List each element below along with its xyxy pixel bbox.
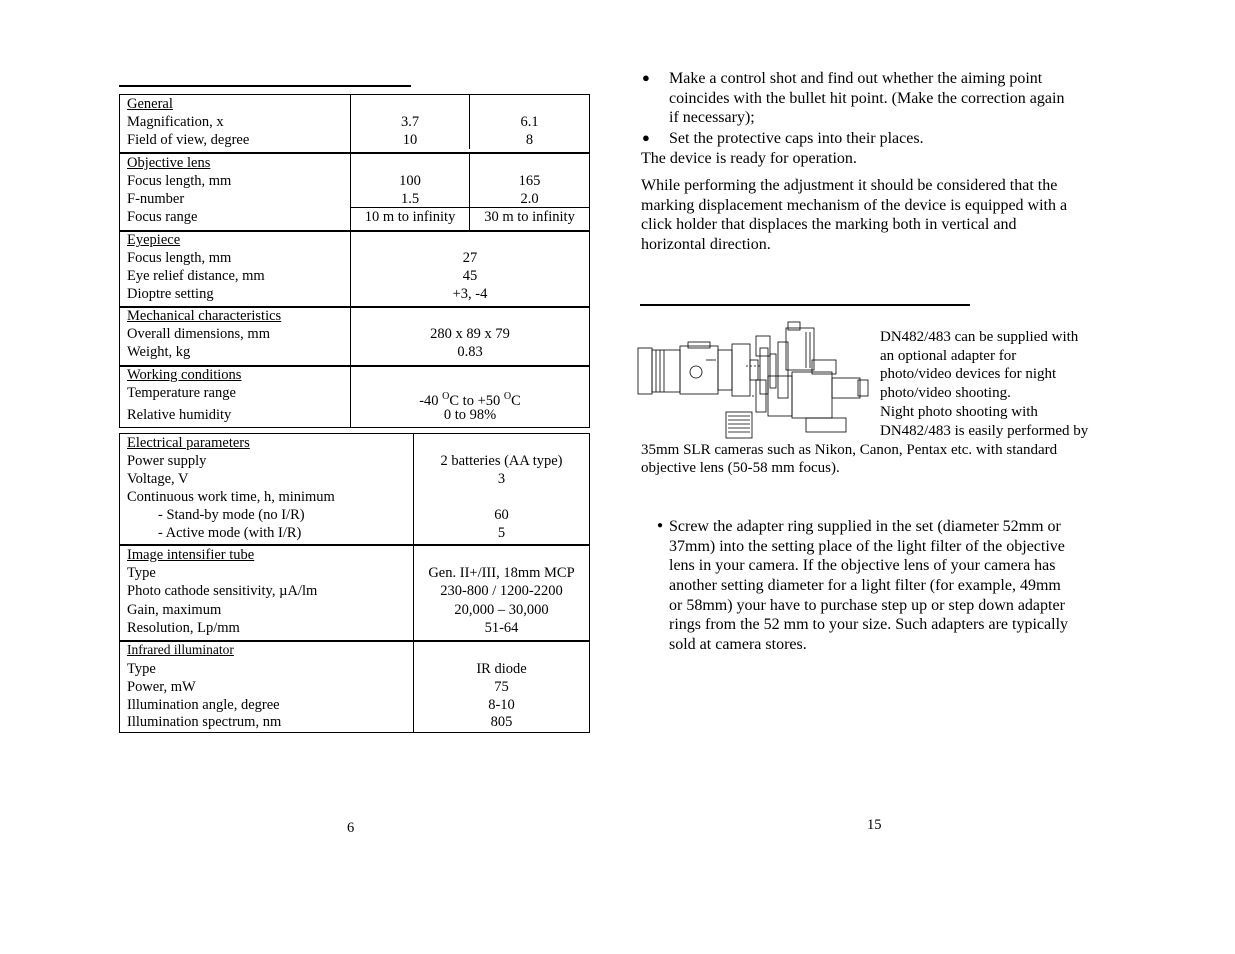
ir-angle-label: Illumination angle, degree: [127, 697, 280, 713]
ir-type-value: IR diode: [476, 661, 527, 677]
page-number-right: 15: [867, 817, 882, 833]
screw-adapter-line3: lens in your camera. If the objective lens of your camera has: [669, 557, 1056, 574]
weight-label: Weight, kg: [127, 344, 191, 360]
ir-angle-value: 8-10: [488, 697, 515, 713]
bullet-control-shot-line2: coincides with the bullet hit point. (Make the correction again: [669, 90, 1065, 107]
magnification-value-1: 3.7: [400, 114, 420, 130]
power-supply-label: Power supply: [127, 453, 207, 469]
screw-adapter-line2: 37mm) into the setting place of the light filter of the objective: [669, 538, 1065, 555]
screw-adapter-line4: another setting diameter for a light filter (for example, 49mm: [669, 577, 1061, 594]
tube-type-value: Gen. II+/III, 18mm MCP: [428, 565, 575, 581]
bullet-dot: ●: [657, 520, 664, 531]
bullet-protective-caps: Set the protective caps into their places.: [669, 130, 924, 147]
ir-type-label: Type: [127, 661, 156, 677]
screw-adapter-line7: sold at camera stores.: [669, 636, 807, 653]
screw-adapter-line5: or 58mm) your have to purchase step up or step down adapter: [669, 597, 1065, 614]
objective-focus-label: Focus length, mm: [127, 173, 232, 189]
bullet-control-shot-line3: if necessary);: [669, 109, 755, 126]
field-of-view-label: Field of view, degree: [127, 132, 250, 148]
temperature-value: -40 $^O$C to +50 $^O$C: [419, 391, 521, 409]
adapter-text-line3: photo/video devices for night: [880, 366, 1057, 382]
field-of-view-value-1: 10: [402, 132, 418, 148]
screw-adapter-line6: rings from the 52 mm to your size. Such adapters are typically: [669, 616, 1069, 633]
resolution-value: 51-64: [484, 620, 519, 636]
section-rule-left: [119, 85, 411, 87]
standby-value: 60: [494, 507, 509, 523]
working-heading: Working conditions: [127, 367, 242, 383]
screw-adapter-line1: Screw the adapter ring supplied in the set (diameter 52mm or: [669, 518, 1061, 535]
tube-type-label: Type: [127, 565, 156, 581]
f-number-value-1: 1.5: [400, 191, 420, 207]
adapter-text-line1: DN482/483 can be supplied with: [880, 329, 1079, 345]
eye-relief-value: 45: [462, 268, 478, 284]
field-of-view-value-2: 8: [525, 132, 534, 148]
adjustment-line4: horizontal direction.: [641, 236, 771, 253]
adapter-text-line7: 35mm SLR cameras such as Nikon, Canon, Pentax etc. with standard: [641, 442, 1058, 458]
eyepiece-heading: Eyepiece: [127, 232, 181, 248]
bullet-dot: ●: [642, 70, 650, 85]
resolution-label: Resolution, Lp/mm: [127, 620, 240, 636]
ir-spectrum-value: 805: [490, 714, 513, 730]
humidity-value: 0 to 98%: [443, 407, 497, 423]
focus-range-label: Focus range: [127, 209, 198, 225]
sensitivity-value: 230-800 / 1200-2200: [440, 583, 563, 599]
f-number-label: F-number: [127, 191, 185, 207]
f-number-value-2: 2.0: [520, 191, 539, 207]
page-number-left: 6: [347, 820, 355, 836]
bullet-control-shot-line1: Make a control shot and find out whether the aiming point: [669, 70, 1043, 87]
adjustment-line3: click holder that displaces the marking both in vertical and: [641, 216, 1017, 233]
adapter-text-line2: an optional adapter for: [880, 348, 1017, 364]
voltage-label: Voltage, V: [127, 471, 189, 487]
focus-range-value-2: 30 m to infinity: [484, 209, 575, 225]
dioptre-label: Dioptre setting: [127, 286, 214, 302]
eyepiece-focus-value: 27: [462, 250, 478, 266]
active-value: 5: [497, 525, 506, 541]
magnification-value-2: 6.1: [520, 114, 539, 130]
adapter-text-line6: DN482/483 is easily performed by: [880, 423, 1089, 439]
ir-power-value: 75: [494, 679, 509, 695]
voltage-value: 3: [497, 471, 506, 487]
humidity-label: Relative humidity: [127, 407, 232, 423]
adapter-text-line8: objective lens (50-58 mm focus).: [641, 460, 840, 476]
ir-power-label: Power, mW: [127, 679, 196, 695]
adjustment-line1: While performing the adjustment it should be considered that the: [641, 177, 1058, 194]
adapter-camera-illustration: [636, 320, 872, 442]
intensifier-heading: Image intensifier tube: [127, 547, 255, 563]
objective-focus-value-1: 100: [399, 173, 421, 189]
weight-value: 0.83: [457, 344, 483, 360]
adjustment-line2: marking displacement mechanism of the device is equipped with a: [641, 197, 1068, 214]
general-heading: General: [127, 96, 173, 112]
standby-label: - Stand-by mode (no I/R): [158, 507, 305, 523]
ir-spectrum-label: Illumination spectrum, nm: [127, 714, 282, 730]
dioptre-value: +3, -4: [452, 286, 488, 302]
sensitivity-label: Photo cathode sensitivity, µA/lm: [127, 583, 318, 599]
power-supply-value: 2 batteries (AA type): [440, 453, 563, 469]
magnification-label: Magnification, x: [127, 114, 224, 130]
dimensions-label: Overall dimensions, mm: [127, 326, 270, 342]
infrared-heading: Infrared illuminator: [127, 642, 234, 657]
eyepiece-focus-label: Focus length, mm: [127, 250, 232, 266]
objective-heading: Objective lens: [127, 155, 211, 171]
work-time-label: Continuous work time, h, minimum: [127, 489, 335, 505]
eye-relief-label: Eye relief distance, mm: [127, 268, 265, 284]
adapter-text-line5: Night photo shooting with: [880, 404, 1038, 420]
adapter-text-line4: photo/video shooting.: [880, 385, 1011, 401]
active-label: - Active mode (with I/R): [158, 525, 302, 541]
bullet-dot: ●: [642, 130, 650, 145]
gain-label: Gain, maximum: [127, 602, 222, 618]
mechanical-heading: Mechanical characteristics: [127, 308, 282, 324]
temperature-label: Temperature range: [127, 385, 236, 401]
gain-value: 20,000 – 30,000: [454, 602, 549, 618]
objective-focus-value-2: 165: [518, 173, 541, 189]
ready-text: The device is ready for operation.: [641, 150, 857, 167]
focus-range-value-1: 10 m to infinity: [364, 209, 456, 225]
dimensions-value: 280 x 89 x 79: [430, 326, 510, 342]
section-rule-right: [640, 304, 970, 306]
electrical-heading: Electrical parameters: [127, 435, 250, 451]
